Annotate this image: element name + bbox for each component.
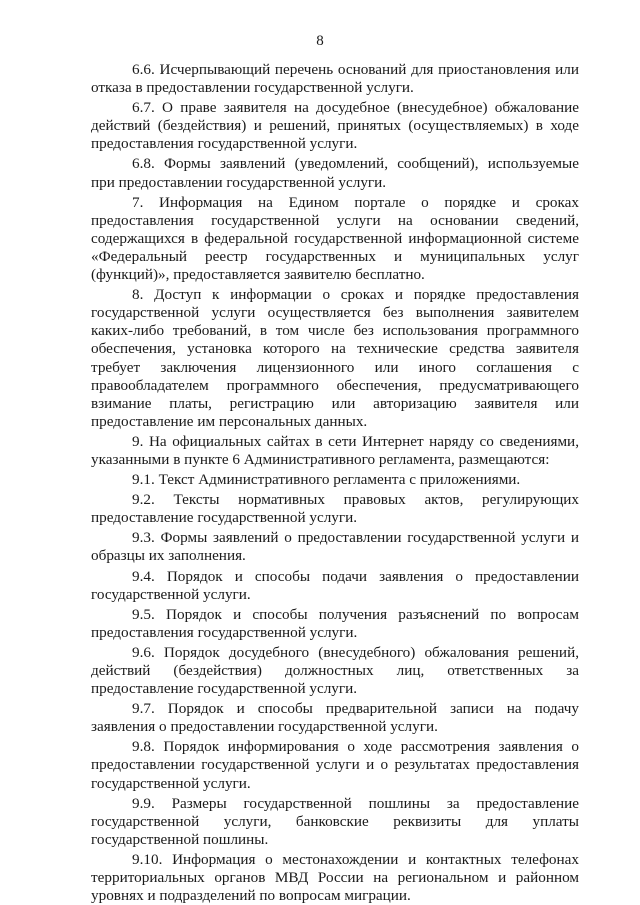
document-body [91, 61, 579, 905]
paragraph-6-7: 6.7. О праве заявителя на досудебное (внесудебное) обжалование действий (бездействия) и решений, принятых (осуществляемых) в ходе предоставления государственной услуги. [91, 99, 579, 153]
paragraph-8: 8. Доступ к информации о сроках и порядке предоставления государственной услуги осуществляется без выполнения заявителем каких-либо требований, в том числе без использования программного обеспечения, установка которого на технические средства заявителя требует заключения лицензионного или иного соглашения с правообладателем программного обеспечения, предусматривающего взимание платы, регистрацию или авторизацию заявителя или предоставление им персональных данных. [91, 286, 579, 430]
paragraph-9-9: 9.9. Размеры государственной пошлины за предоставление государственной услуги, банковские реквизиты для уплаты государственной пошлины. [91, 794, 579, 848]
paragraph-9: 9. На официальных сайтах в сети Интернет наряду со сведениями, указанными в пункте 6 Административного регламента, размещаются: [91, 432, 579, 468]
paragraph-9-1: 9.1. Текст Административного регламента с приложениями. [132, 471, 521, 489]
paragraph-9-4: 9.4. Порядок и способы подачи заявления о предоставлении государственной услуги. [91, 567, 579, 603]
paragraph-9-3: 9.3. Формы заявлений о предоставлении государственной услуги и образцы их заполнения. [91, 529, 579, 565]
paragraph-9-8: 9.8. Порядок информирования о ходе рассмотрения заявления о предоставлении государственной услуги и о результатах предоставления государственной услуги. [91, 738, 579, 792]
paragraph-9-7: 9.7. Порядок и способы предварительной записи на подачу заявления о предоставлении государственной услуги. [91, 700, 579, 736]
page-number: 8 [316, 33, 324, 49]
paragraph-9-2: 9.2. Тексты нормативных правовых актов, регулирующих предоставление государственной услуги. [91, 491, 579, 527]
paragraph-7: 7. Информация на Едином портале о порядке и сроках предоставления государственной услуги на основании сведений, содержащихся в федеральной государственной информационной системе «Федеральный реестр государственных и муниципальных услуг (функций)», предоставляется заявителю бесплатно. [91, 193, 579, 284]
paragraph-9-6: 9.6. Порядок досудебного (внесудебного) обжалования решений, действий (бездействия) должностных лиц, ответственных за предоставление государственной услуги. [91, 643, 579, 698]
paragraph-6-8: 6.8. Формы заявлений (уведомлений, сообщений), используемые при предоставлении государственной услуги. [91, 155, 579, 191]
paragraph-9-10: 9.10. Информация о местонахождении и контактных телефонах территориальных органов МВД России на региональном и районном уровнях и подразделений по вопросам миграции. [91, 850, 579, 905]
paragraph-6-6: 6.6. Исчерпывающий перечень оснований для приостановления или отказа в предоставлении государственной услуги. [91, 61, 579, 97]
paragraph-9-5: 9.5. Порядок и способы получения разъяснений по вопросам предоставления государственной услуги. [91, 605, 579, 641]
